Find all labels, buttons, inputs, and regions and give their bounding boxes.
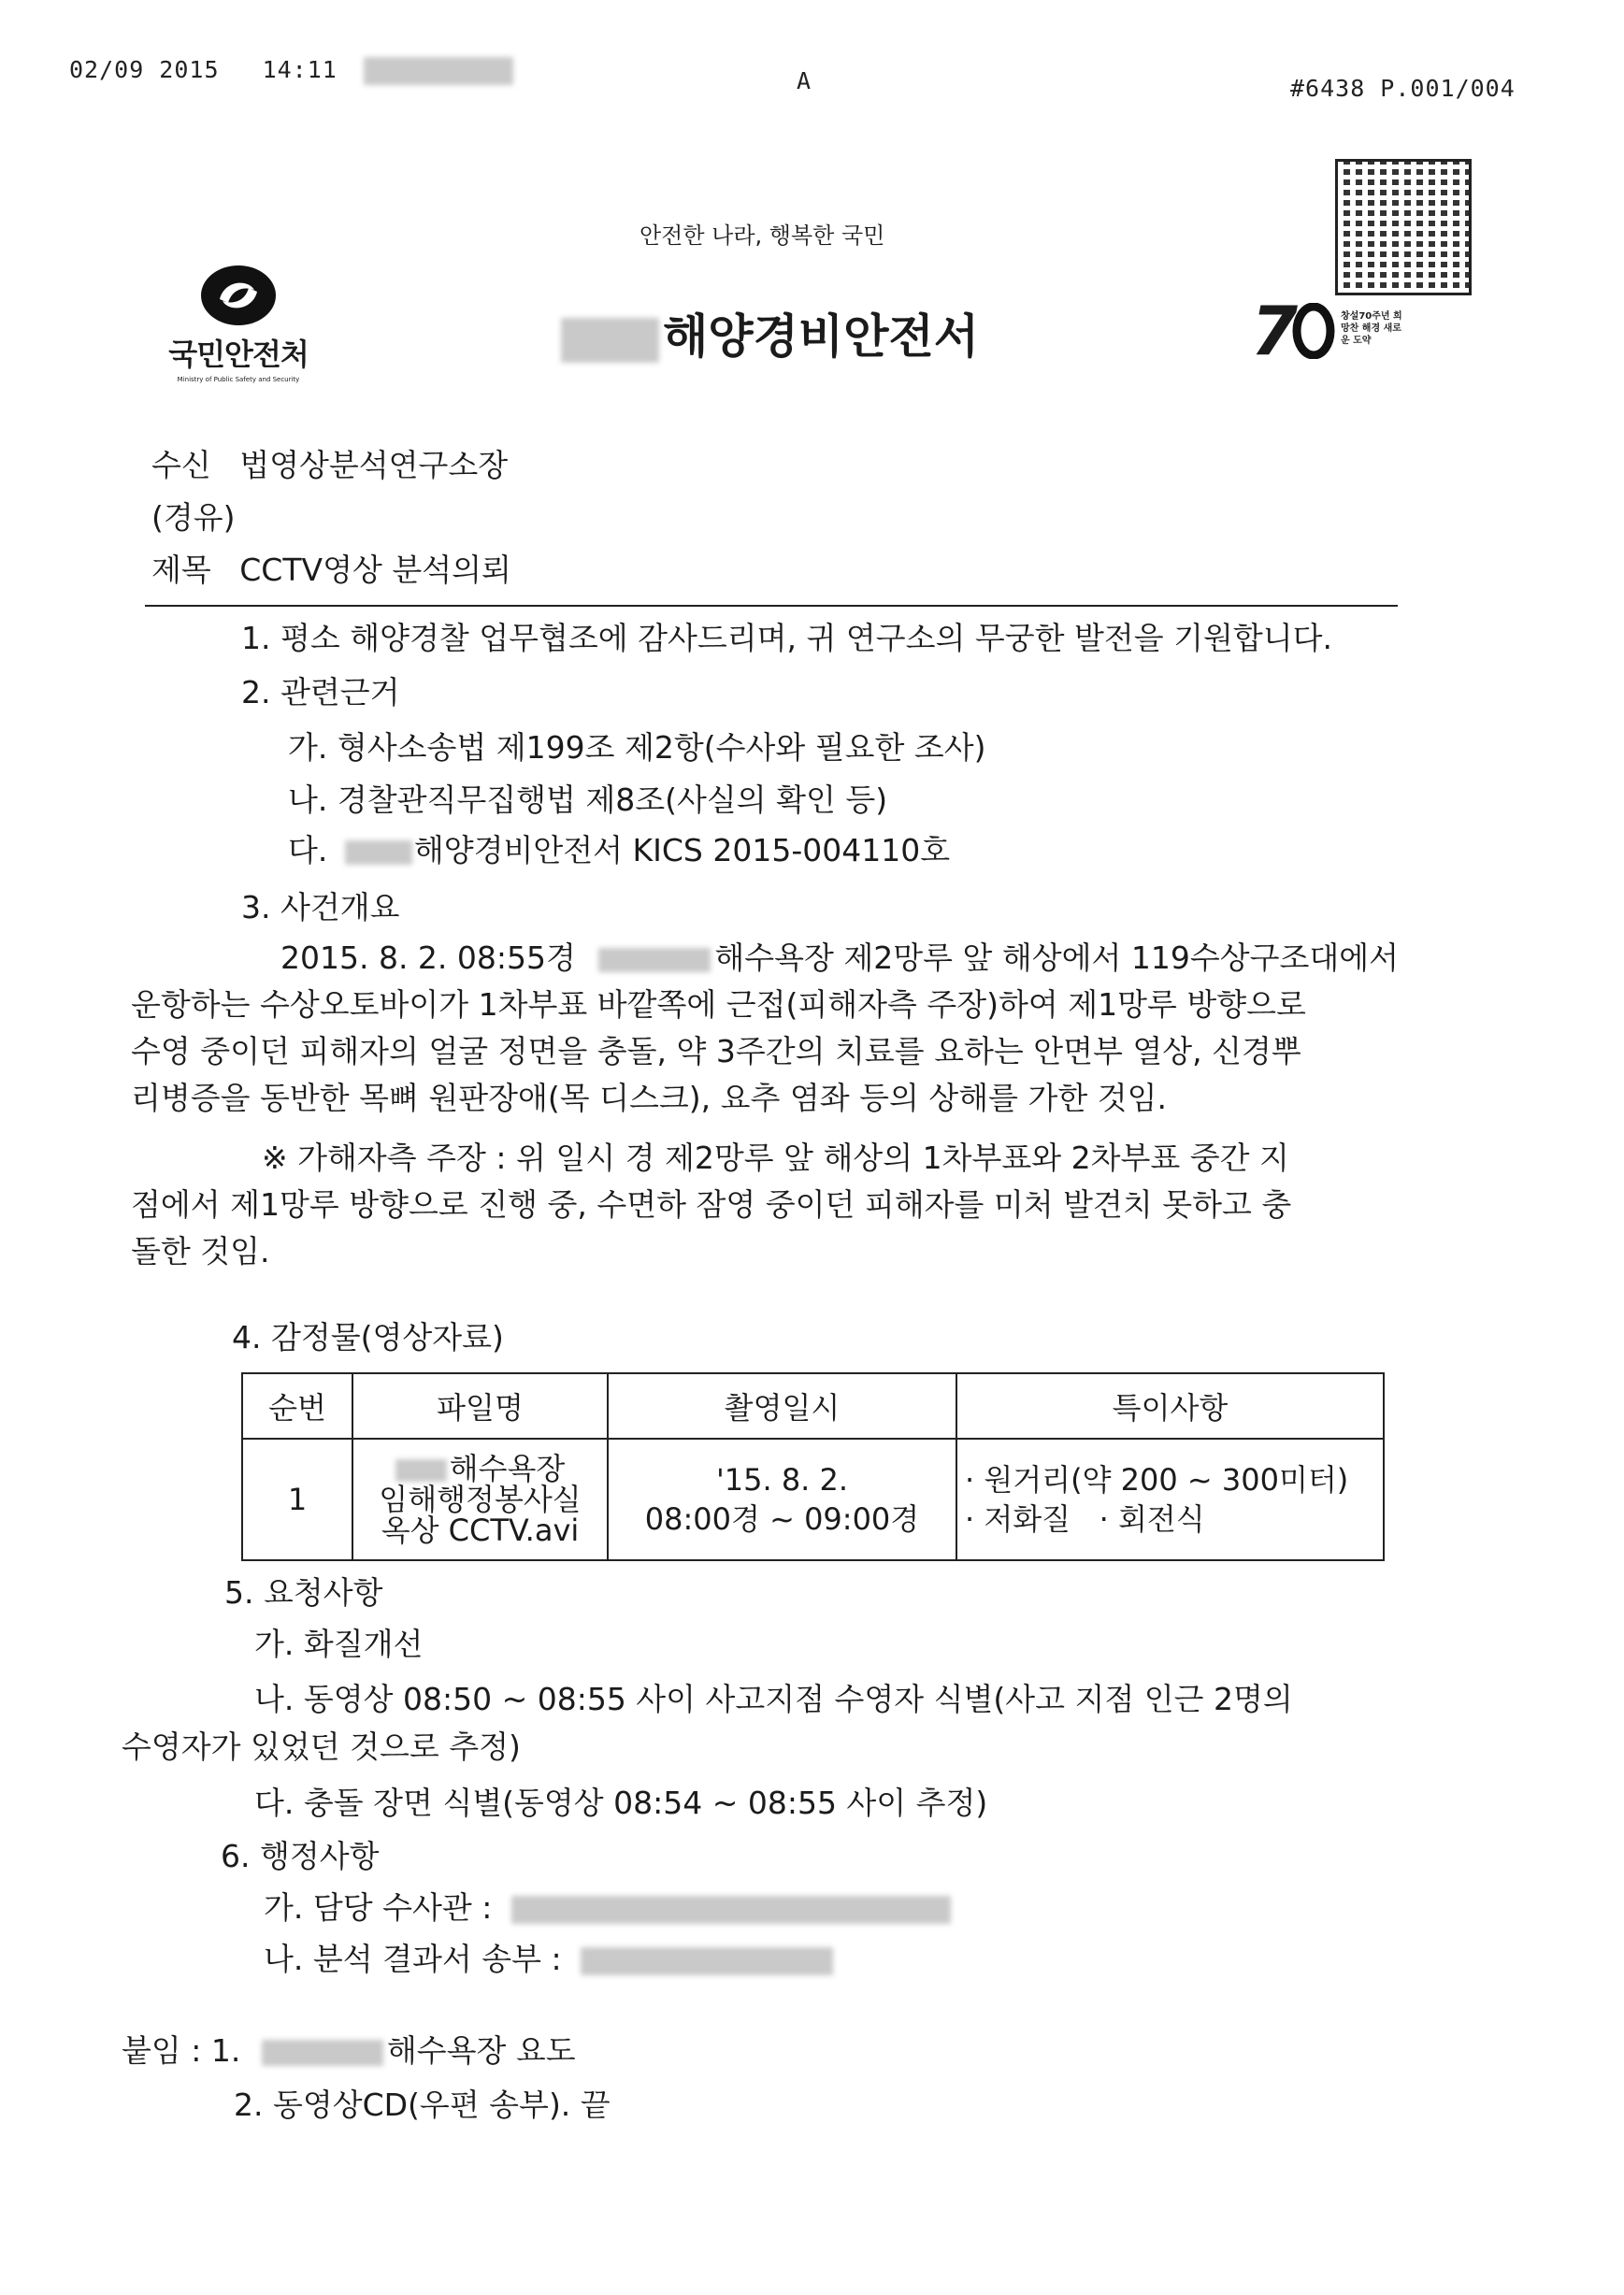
item-4: 4. 감정물(영상자료) [232, 1319, 504, 1355]
table-row [242, 1439, 1384, 1560]
incident-line-1 [131, 935, 1402, 982]
item-5a: 가. 화질개선 [254, 1626, 424, 1662]
header-filename: 파일명 [352, 1373, 608, 1439]
agency-name: 해양경비안전서 [663, 309, 980, 364]
item-6b [264, 1935, 833, 1983]
incident-summary [131, 935, 1402, 1275]
anniversary-emblem [1251, 292, 1410, 370]
date-line-1: '15. 8. 2. [715, 1462, 849, 1498]
incident-location: 해수욕장 제2망루 앞 해상에서 119수상구조대에서 [714, 940, 1400, 976]
offender-claim-line-2: 점에서 제1망루 방향으로 진행 중, 수면하 잠영 중이던 피해자를 미처 발견치 못하고 충 [131, 1186, 1292, 1223]
item-1: 1. 평소 해양경찰 업무협조에 감사드리며, 귀 연구소의 무궁한 발전을 기원합니다. [241, 620, 1332, 656]
anniversary-zero-icon [1290, 303, 1337, 359]
note-line-2: · 저화질 · 회전식 [965, 1501, 1205, 1537]
item-2: 2. 관련근거 [241, 674, 400, 710]
cell-no: 1 [242, 1439, 352, 1560]
redacted-region [345, 840, 412, 865]
incident-line-2: 운항하는 수상오토바이가 1차부표 바깥쪽에 근접(피해자측 주장)하여 제1망루 방향으로 [131, 986, 1306, 1023]
qr-code [1335, 159, 1472, 295]
item-3: 3. 사건개요 [241, 889, 400, 925]
file-line-1: 해수욕장 [449, 1450, 566, 1486]
offender-claim-line-3: 돌한 것임. [131, 1233, 270, 1269]
fax-date [69, 56, 513, 85]
attachment-label: 붙임 : 1. [122, 2032, 241, 2069]
cell-filename [352, 1439, 608, 1560]
ministry-name: 국민안전처 [168, 337, 309, 372]
subject-divider [145, 605, 1398, 607]
header-date: 촬영일시 [608, 1373, 956, 1439]
cell-notes [956, 1439, 1384, 1560]
subject-line [151, 544, 511, 596]
recipient-block [151, 439, 511, 596]
item-6a [264, 1884, 951, 1931]
fax-center-mark: A [797, 67, 812, 94]
item-5c: 다. 충돌 장면 식별(동영상 08:54 ~ 08:55 사이 추정) [254, 1785, 988, 1821]
redacted-delivery [581, 1947, 833, 1975]
attachment-2: 2. 동영상CD(우편 송부). 끝 [234, 2087, 611, 2123]
item-2a: 가. 형사소송법 제199조 제2항(수사와 필요한 조사) [288, 729, 986, 766]
recipient-label: 수신 [151, 447, 211, 483]
subject-text: CCTV영상 분석의뢰 [239, 552, 511, 588]
fax-date-text: 02/09 2015 [69, 56, 220, 83]
file-line-3: 옥상 CCTV.avi [381, 1512, 580, 1548]
redacted-fax-sender [364, 57, 513, 85]
file-line-2: 임해행정봉사실 [379, 1481, 582, 1517]
anniversary-number: 7 [1251, 292, 1299, 370]
recipient-name: 법영상분석연구소장 [239, 447, 509, 483]
attachment-1 [122, 2027, 576, 2074]
cell-date [608, 1439, 956, 1560]
redacted-investigator [511, 1896, 951, 1924]
date-line-2: 08:00경 ~ 09:00경 [644, 1501, 920, 1537]
item-2b: 나. 경찰관직무집행법 제8조(사실의 확인 등) [288, 782, 888, 818]
redacted-agency-region [561, 318, 659, 363]
offender-claim-line-1: ※ 가해자측 주장 : 위 일시 경 제2망루 앞 해상의 1차부표와 2차부표 중간 지 [262, 1140, 1289, 1176]
incident-line-3: 수영 중이던 피해자의 얼굴 정면을 충돌, 약 3주간의 치료를 요하는 안면부 열상, 신경뿌 [131, 1033, 1301, 1069]
evidence-table [241, 1372, 1385, 1561]
item-5b-line-2: 수영자가 있었던 것으로 추정) [122, 1728, 521, 1765]
item-2c-prefix: 다. [288, 832, 328, 868]
attachment-1-text: 해수욕장 요도 [386, 2032, 576, 2069]
incident-datetime: 2015. 8. 2. 08:55경 [280, 940, 576, 976]
item-5: 5. 요청사항 [224, 1574, 383, 1611]
ministry-name-en: Ministry of Public Safety and Security [177, 376, 300, 383]
anniversary-text: 창설70주년 희망찬 해경 새로운 도약 [1341, 311, 1402, 346]
header-no: 순번 [242, 1373, 352, 1439]
header-notes: 특이사항 [956, 1373, 1384, 1439]
item-6: 6. 행정사항 [221, 1838, 380, 1874]
result-delivery-label: 나. 분석 결과서 송부 : [264, 1941, 562, 1977]
incident-line-4: 리병증을 동반한 목뼈 원판장애(목 디스크), 요추 염좌 등의 상해를 가한 것임. [131, 1080, 1167, 1116]
via-line: (경유) [151, 499, 236, 536]
item-2c [288, 826, 950, 874]
recipient-line [151, 439, 511, 492]
note-line-1: · 원거리(약 200 ~ 300미터) [965, 1462, 1349, 1498]
subject-label: 제목 [151, 552, 211, 588]
investigator-label: 가. 담당 수사관 : [264, 1889, 493, 1926]
redacted-beach-name [262, 2040, 383, 2066]
fax-page-ref: #6438 P.001/004 [1290, 75, 1516, 102]
agency-title [561, 299, 979, 366]
item-2c-suffix: 해양경비안전서 KICS 2015-004110호 [413, 832, 951, 868]
redacted-beach-name [598, 948, 711, 972]
fax-time: 14:11 [262, 56, 338, 83]
ministry-logo [159, 262, 318, 383]
table-header-row [242, 1373, 1384, 1439]
item-5b-line-1: 나. 동영상 08:50 ~ 08:55 사이 사고지점 수영자 식별(사고 지점 인근 2명의 [254, 1681, 1293, 1717]
redacted-beach-name [395, 1459, 447, 1482]
ministry-emblem-icon [196, 262, 280, 329]
slogan: 안전한 나라, 행복한 국민 [640, 222, 885, 249]
